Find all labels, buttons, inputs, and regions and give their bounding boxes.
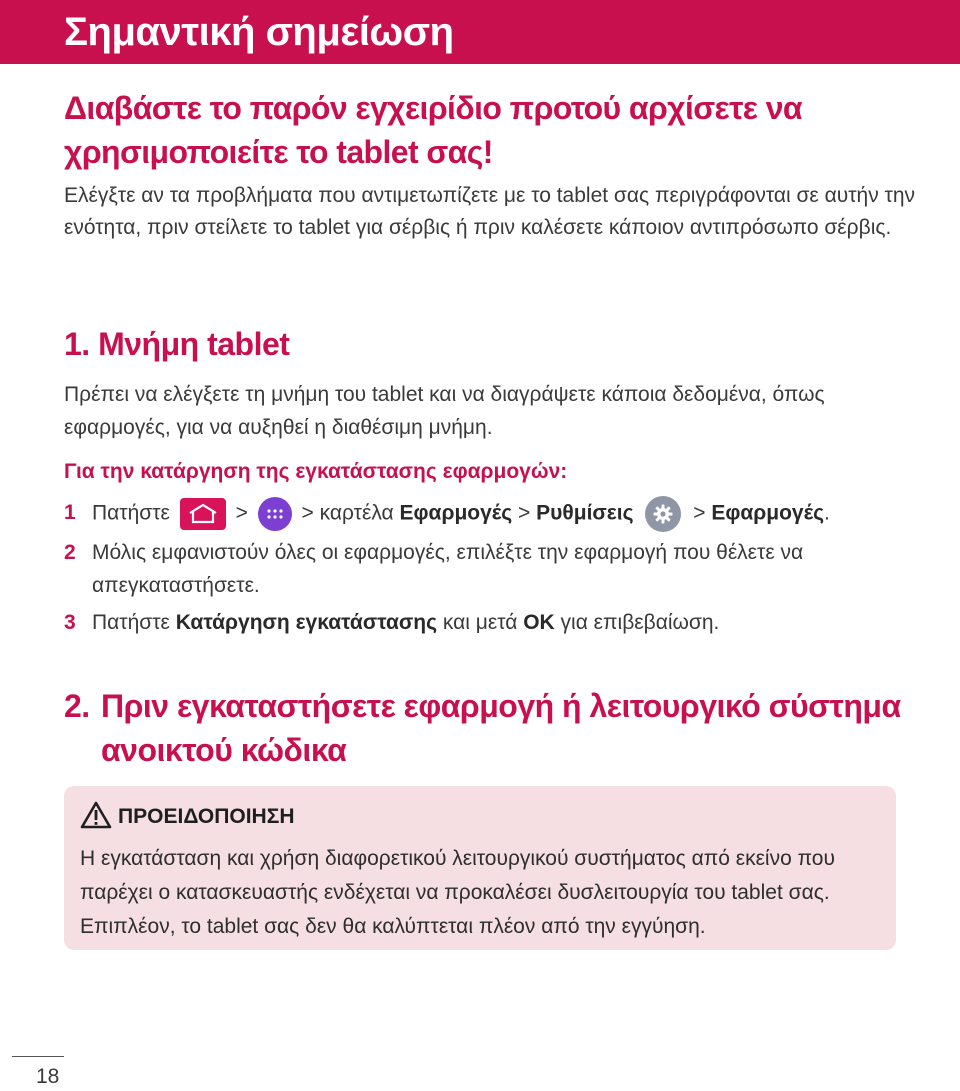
home-icon bbox=[180, 498, 226, 530]
uninstall-subheading: Για την κατάργηση της εγκατάστασης εφαρμογών: bbox=[64, 460, 568, 483]
step-number: 1 bbox=[64, 501, 76, 524]
section2-heading-text: Πριν εγκαταστήσετε εφαρμογή ή λειτουργικό σύστημα ανοικτού κώδικα bbox=[101, 688, 901, 768]
page-title: Σημαντική σημείωση bbox=[64, 10, 454, 54]
header-bar bbox=[0, 0, 960, 64]
step-text: για επιβεβαίωση. bbox=[560, 611, 720, 634]
tab-name: Εφαρμογές bbox=[399, 501, 513, 525]
section2-number: 2. bbox=[64, 688, 90, 724]
lead-heading: Διαβάστε το παρόν εγχειρίδιο προτού αρχίσετε να χρησιμοποιείτε το tablet σας! bbox=[64, 90, 802, 170]
step-number: 3 bbox=[64, 611, 76, 634]
separator: > bbox=[518, 501, 531, 525]
ok-label: OK bbox=[523, 611, 555, 634]
step-3 bbox=[64, 606, 934, 639]
separator: > bbox=[235, 501, 248, 525]
uninstall-label: Κατάργηση εγκατάστασης bbox=[175, 611, 438, 634]
intro-paragraph: Ελέγξτε αν τα προβλήματα που αντιμετωπίζετε με το tablet σας περιγράφονται σε αυτήν την ενότητα, πριν στείλετε το tablet για σέρβις ή πριν καλέσετε κάποιον αντιπρόσωπο σέρβις. bbox=[64, 184, 916, 239]
apps-label: Εφαρμογές bbox=[711, 501, 824, 525]
footer-divider bbox=[12, 1056, 64, 1057]
warning-header bbox=[80, 800, 294, 840]
step-2 bbox=[64, 536, 934, 602]
step-1 bbox=[64, 496, 934, 532]
step-end: . bbox=[824, 501, 830, 525]
page-number: 18 bbox=[36, 1065, 60, 1088]
step-text: Πατήστε bbox=[92, 611, 170, 634]
warning-label: ΠΡΟΕΙΔΟΠΟΙΗΣΗ bbox=[118, 805, 295, 828]
section1-title: 1. Μνήμη tablet bbox=[64, 326, 290, 362]
step-text: και μετά bbox=[442, 611, 518, 634]
warning-box bbox=[64, 786, 896, 950]
step-text: Πατήστε bbox=[92, 501, 170, 525]
separator: > bbox=[693, 501, 706, 525]
steps-list bbox=[64, 496, 934, 643]
step-number: 2 bbox=[64, 541, 76, 564]
section1-body: Πρέπει να ελέγξετε τη μνήμη του tablet και να διαγράψετε κάποια δεδομένα, όπως εφαρμογές, για να αυξηθεί η διαθέσιμη μνήμη. bbox=[64, 383, 825, 439]
apps-icon bbox=[258, 497, 292, 531]
settings-label: Ρυθμίσεις bbox=[536, 501, 634, 525]
separator: > καρτέλα bbox=[301, 501, 394, 525]
gear-icon bbox=[645, 496, 681, 532]
section2-title bbox=[64, 684, 924, 772]
step-text: Μόλις εμφανιστούν όλες οι εφαρμογές, επιλέξτε την εφαρμογή που θέλετε να απεγκαταστήσετε. bbox=[92, 541, 804, 597]
warning-text: Η εγκατάσταση και χρήση διαφορετικού λειτουργικού συστήματος από εκείνο που παρέχει ο κατασκευαστής ενδέχεται να προκαλέσει δυσλειτουργία του tablet σας. Επιπλέον, το tablet σας δεν θα καλύπτεται πλέον από την εγγύηση. bbox=[80, 847, 835, 938]
warning-triangle-icon bbox=[80, 801, 112, 840]
